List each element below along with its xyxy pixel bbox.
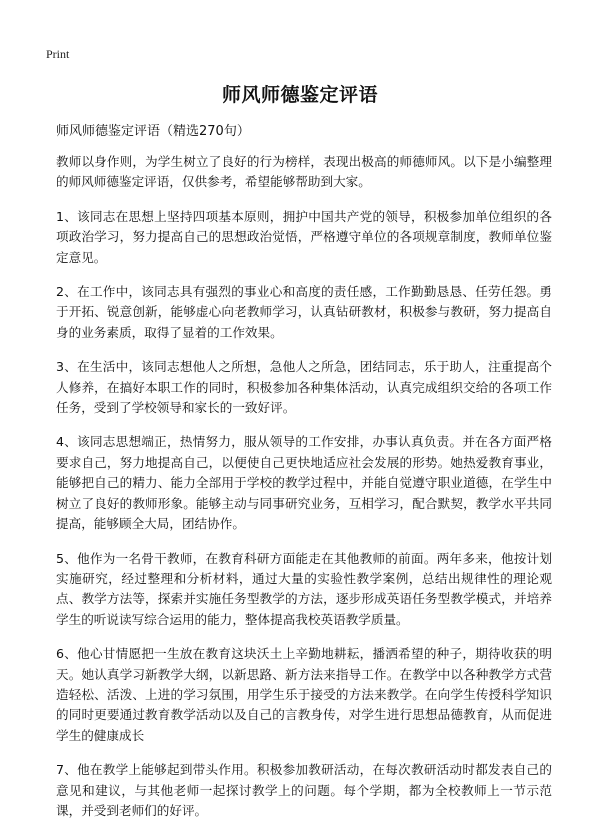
document-subtitle: 师风师德鉴定评语（精选270句） bbox=[56, 124, 250, 139]
document-body bbox=[56, 152, 552, 835]
comment-paragraph-4: 4、该同志思想端正，热情努力，服从领导的工作安排，办事认真负责。并在各方面严格要求自己，努力地提高自己，以便使自己更快地适应社会发展的形势。她热爱教育事业，能够把自己的精力、能力全部用于学校的教学过程中，并能自觉遵守职业道德，在学生中树立了良好的教师形象。能够主动与同事研究业务，互相学习，配合默契，教学水平共同提高，能够顾全大局，团结协作。 bbox=[56, 434, 552, 532]
print-label: Print bbox=[46, 47, 70, 61]
comment-paragraph-3: 3、在生活中，该同志想他人之所想，急他人之所急，团结同志，乐于助人，注重提高个人修养，在搞好本职工作的同时，积极参加各种集体活动，认真完成组织交给的各项工作任务，受到了学校领导和家长的一致好评。 bbox=[56, 359, 552, 416]
comment-paragraph-7: 7、他在教学上能够起到带头作用。积极参加教研活动，在每次教研活动时都发表自己的意见和建议，与其他老师一起探讨教学上的问题。每个学期，都为全校教师上一节示范课，并受到老师们的好评。 bbox=[56, 762, 552, 818]
comment-paragraph-5: 5、他作为一名骨干教师，在教育科研方面能走在其他教师的前面。两年多来，他按计划实施研究，经过整理和分析材料，通过大量的实验性教学案例，总结出规律性的理论观点、教学方法等，探索并实施任务型教学的方法，逐步形成英语任务型教学模式，并培养学生的听说读写综合运用的能力，整体提高我校英语教学质量。 bbox=[56, 550, 552, 627]
comment-paragraph-2: 2、在工作中，该同志具有强烈的事业心和高度的责任感，工作勤勤恳恳、任劳任怨。勇于开拓、锐意创新，能够虚心向老教师学习，认真钻研教材，积极参与教研，努力提高自身的业务素质，取得了显着的工作效果。 bbox=[56, 284, 552, 340]
comment-paragraph-6: 6、他心甘情愿把一生放在教育这块沃土上辛勤地耕耘，播洒希望的种子，期待收获的明天。她认真学习新教学大纲，以新思路、新方法来指导工作。在教学中以各种教学方式营造轻松、活泼、上进的学习氛围，用学生乐于接受的方法来教学。在向学生传授科学知识的同时更要通过教育教学活动以及自己的言教身传，对学生进行思想品德教育，从而促进学生的健康成长 bbox=[56, 646, 552, 743]
intro-paragraph: 教师以身作则，为学生树立了良好的行为榜样，表现出极高的师德师风。以下是小编整理的师风师德鉴定评语，仅供参考，希望能够帮助到大家。 bbox=[56, 154, 552, 190]
comment-paragraph-1: 1、该同志在思想上坚持四项基本原则，拥护中国共产党的领导，积极参加单位组织的各项政治学习，努力提高自己的思想政治觉悟，严格遵守单位的各项规章制度，教师单位鉴定意见。 bbox=[56, 208, 552, 265]
document-title: 师风师德鉴定评语 bbox=[221, 84, 378, 106]
